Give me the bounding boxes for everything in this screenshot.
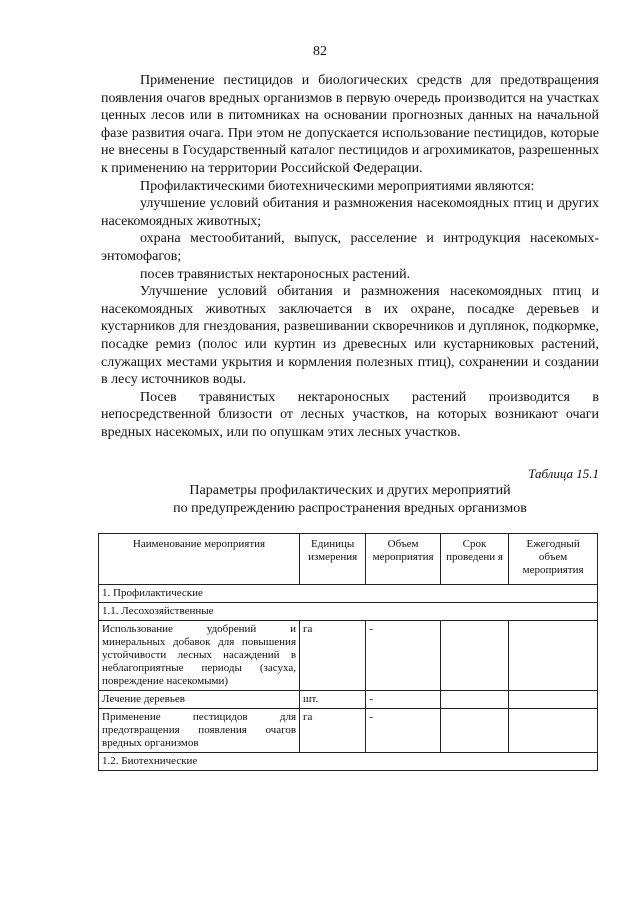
body-text [101,72,599,441]
row-unit: шт. [300,691,366,709]
section-label: 1.2. Биотехнические [99,753,598,771]
section-label: 1. Профилактические [99,585,598,603]
table-section-row [99,585,598,603]
row-unit: га [300,621,366,691]
paragraph: Улучшение условий обитания и размножения насекомоядных птиц и насекомоядных животных заключается в их охране, посадке деревьев и кустарников для гнездования, развешивании скворечников и дуплянок, подкормке, посадке ремиз (полос или куртин из древесных или кустарниковых растений, служащих местами укрытия и кормления полезных птиц), сохранении и создании в лесу источников воды. [101,284,599,388]
table-section-row [99,603,598,621]
row-volume: - [366,709,440,753]
row-name: Лечение деревьев [99,691,300,709]
column-header: Объем мероприятия [366,534,440,585]
paragraph: посев травянистых нектароносных растений. [140,266,411,282]
row-term [440,691,508,709]
table-title-line: по предупреждению распространения вредных организмов [173,501,527,516]
column-header: Единицы измерения [300,534,366,585]
paragraph: Применение пестицидов и биологических средств для предотвращения появления очагов вредных организмов в первую очередь производится на участках ценных лесов или в питомниках на основании прогнозных данных на начальной фазе развития очага. При этом не допускается использование пестицидов, которые не внесены в Государственный каталог пестицидов и агрохимикатов, разрешенных к применению на территории Российской Федерации. [101,73,599,176]
row-term [440,621,508,691]
row-annual [509,621,598,691]
row-annual [509,709,598,753]
table-row [99,691,598,709]
table-row [99,709,598,753]
column-header: Срок проведени я [440,534,508,585]
table-title [101,482,599,518]
row-volume: - [366,691,440,709]
table-row [99,621,598,691]
row-unit: га [300,709,366,753]
page-number: 82 [313,44,327,59]
row-name: Применение пестицидов для предотвращения появления очагов вредных организмов [99,709,300,753]
column-header: Наименование мероприятия [99,534,300,585]
table-header-row [99,534,598,585]
paragraph: Профилактическими биотехническими мероприятиями являются: [140,178,535,194]
row-annual [509,691,598,709]
row-volume: - [366,621,440,691]
paragraph: охрана местообитаний, выпуск, расселение и интродукция насекомых-энтомофагов; [101,231,599,264]
table-label: Таблица 15.1 [528,466,599,481]
column-header: Ежегодный объем мероприятия [509,534,598,585]
paragraph: улучшение условий обитания и размножения насекомоядных птиц и других насекомоядных животных; [101,196,599,229]
row-term [440,709,508,753]
table-section-row [99,753,598,771]
section-label: 1.1. Лесохозяйственные [99,603,598,621]
row-name: Использование удобрений и минеральных добавок для повышения устойчивости лесных насаждений в неблагоприятные периоды (засуха, повреждение насекомыми) [99,621,300,691]
parameters-table [98,533,598,771]
paragraph: Посев травянистых нектароносных растений производится в непосредственной близости от лесных участков, на которых возникают очаги вредных насекомых, или по опушкам этих лесных участков. [101,389,599,440]
table-title-line: Параметры профилактических и других мероприятий [189,483,511,498]
